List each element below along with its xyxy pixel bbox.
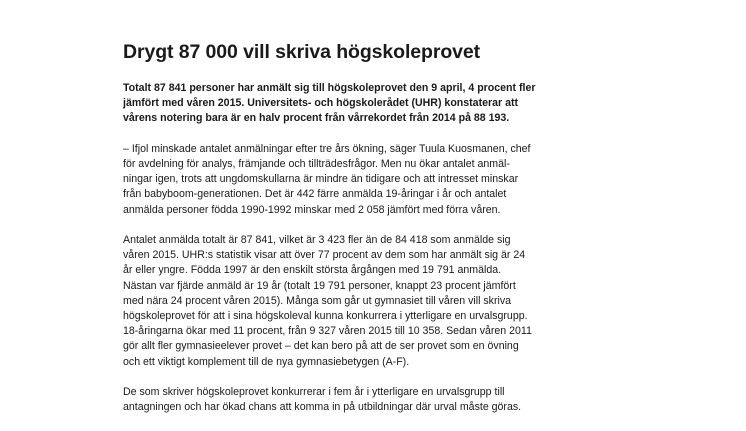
paragraph-line: och ett viktigt komplement till de nya gymnasiebetygen (A-F). (123, 355, 410, 368)
document-page (123, 40, 575, 431)
paragraph-line: Antalet anmälda totalt är 87 841, vilket är 3 423 fler än de 84 418 som anmälde sig (123, 234, 511, 246)
paragraph-line: gör allt fler gymnasieelever provet – det kan bero på att de ser provet som en övning (123, 340, 519, 353)
paragraph-line: ningar igen, trots att ungdomskullarna är mindre än tidigare och att intresset minskar (123, 173, 519, 186)
paragraph-line: anmälda personer födda 1990-1992 minskar med 2 058 jämfört med förra våren. (123, 203, 501, 216)
paragraph-line: högskoleprovet för att i sina högskoleval kunna konkurrera i ytterligare en urvalsgrupp. (123, 310, 528, 323)
paragraph-line: år eller yngre. Födda 1997 är den enskilt största årgången med 19 791 anmälda. (123, 264, 502, 277)
paragraph-line: våren 2015. UHR:s statistik visar att över 77 procent av dem som har anmält sig är 24 (123, 249, 526, 262)
paragraph-line: 18-åringarna ökar med 11 procent, från 9 327 våren 2015 till 10 358. Sedan våren 2011 (123, 325, 532, 338)
paragraph-line: för avdelning för analys, främjande och tillträdesfrågor. Men nu ökar antalet anmäl- (123, 158, 510, 170)
lead-paragraph (123, 81, 575, 127)
lead-line: jämfört med våren 2015. Universitets- och högskolerådet (UHR) konstaterar att (123, 97, 519, 110)
paragraph-line: Nästan var fjärde anmäld är 19 år (totalt 19 791 personer, knappt 23 procent jämfört (123, 279, 516, 292)
body-paragraph-1 (123, 142, 575, 218)
lead-line: vårens notering bara är en halv procent från vårrekordet från 2014 på 88 193. (123, 112, 510, 125)
document-title: Drygt 87 000 vill skriva högskoleprovet (123, 41, 481, 63)
body-paragraph-3 (123, 385, 575, 415)
paragraph-line: antagningen och har ökad chans att komma in på utbildningar där urval måste göras. (123, 401, 522, 414)
paragraph-line: – Ifjol minskade antalet anmälningar efter tre års ökning, säger Tuula Kuosmanen, chef (123, 142, 531, 155)
body-paragraph-2 (123, 233, 575, 370)
paragraph-line: med nära 24 procent våren 2015). Många som går ut gymnasiet till våren vill skriva (123, 294, 512, 307)
paragraph-line: från babyboom-generationen. Det är 442 färre anmälda 19-åringar i år och antalet (123, 188, 507, 201)
lead-line: Totalt 87 841 personer har anmält sig till högskoleprovet den 9 april, 4 procent fler (123, 82, 536, 94)
paragraph-line: De som skriver högskoleprovet konkurrerar i fem år i ytterligare en urvalsgrupp till (123, 386, 505, 399)
